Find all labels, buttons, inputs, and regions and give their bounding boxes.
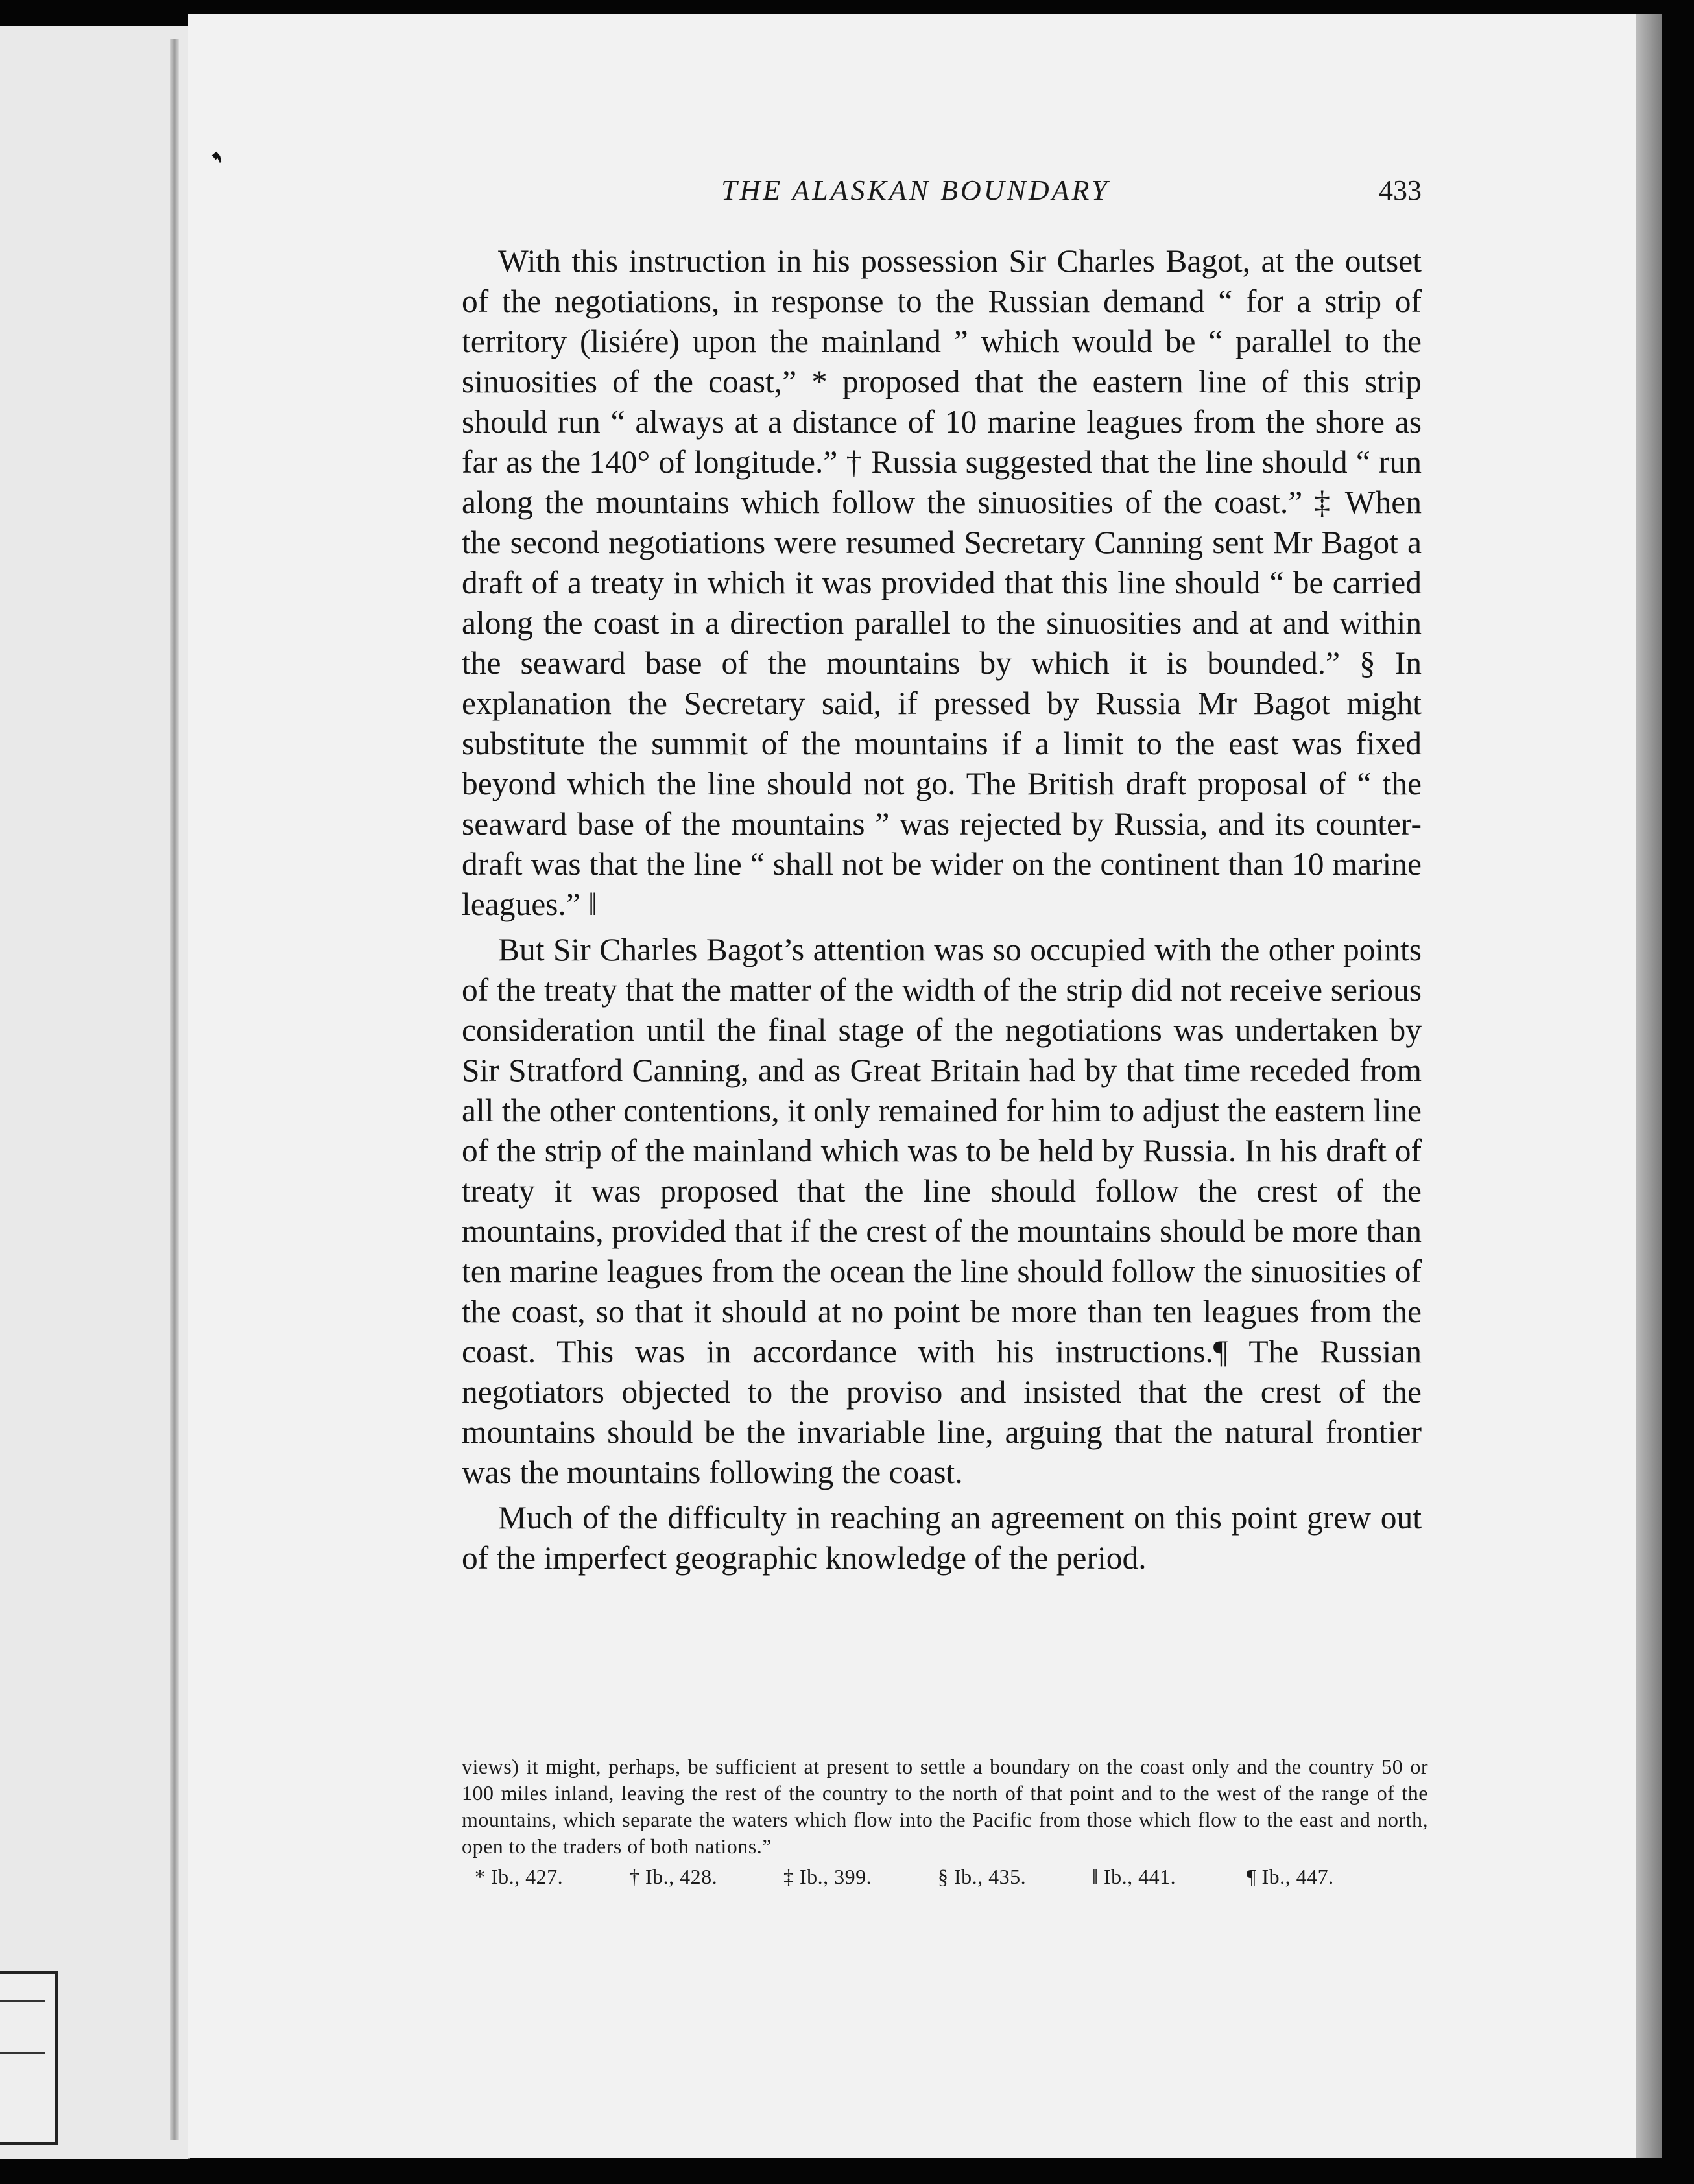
footnotes: [462, 1753, 1428, 1890]
running-title: THE ALASKAN BOUNDARY: [721, 174, 1110, 206]
page-tab-marker: [0, 1971, 58, 2145]
paragraph-3: Much of the difficulty in reaching an agreement on this point grew out of the imperfect geographic knowledge of the period.: [462, 1500, 1422, 1576]
footnote-continuation: views) it might, perhaps, be sufficient at present to settle a boundary on the coast only and the country 50 or 100 miles inland, leaving the rest of the country to the north of that point and to the west of the range of the mountains, which separate the waters which flow into the Pacific from those which flow to the east and north, open to the traders of both nations.”: [462, 1755, 1428, 1858]
footnote-ref: ¶ Ib., 447.: [1247, 1865, 1334, 1888]
page-header: [462, 174, 1422, 213]
paragraph-2: But Sir Charles Bagot’s attention was so occupied with the other points of the treaty that the matter of the width of the strip did not receive serious consideration until the final stage of the negotiations was undertaken by Sir Stratford Canning, and as Great Britain had by that time receded from all the other contentions, it only remained for him to adjust the eastern line of the strip of the mainland which was to be held by Russia. In his draft of treaty it was proposed that the line should follow the crest of the mountains, provided that if the crest of the mountains should be more than ten marine leagues from the ocean the line should follow the sinuosities of the coast, so that it should at no point be more than ten leagues from the coast. This was in accordance with his instructions.¶ The Russian negotiators objected to the proviso and insisted that the crest of the mountains should be the invariable line, arguing that the natural frontier was the mountains following the coast.: [462, 932, 1422, 1490]
footnote-ref: ‖ Ib., 441.: [1092, 1865, 1176, 1888]
footnote-references: [462, 1864, 1428, 1890]
footnote-ref: ‡ Ib., 399.: [783, 1865, 872, 1888]
footnote-ref: § Ib., 435.: [938, 1865, 1027, 1888]
ink-speck: ❜: [206, 145, 239, 180]
facing-page-edge: [0, 26, 190, 2159]
body-text: [462, 241, 1422, 1584]
page-number: 433: [1379, 174, 1422, 206]
paragraph-1: With this instruction in his possession Sir Charles Bagot, at the outset of the negotiations, in response to the Russian demand “ for a strip of territory (lisiére) upon the mainland ” which would be “ parallel to the sinuosities of the coast,” * proposed that the eastern line of this strip should run “ always at a distance of 10 marine leagues from the shore as far as the 140° of longitude.” † Russia suggested that the line should “ run along the mountains which follow the sinuosities of the coast.” ‡ When the second negotiations were resumed Secretary Canning sent Mr Bagot a draft of a treaty in which it was provided that this line should “ be carried along the coast in a direction parallel to the sinuosities and at and within the seaward base of the mountains by which it is bounded.” § In explanation the Secretary said, if pressed by Russia Mr Bagot might substitute the summit of the mountains if a limit to the east was fixed beyond which the line should not go. The British draft proposal of “ the seaward base of the mountains ” was rejected by Russia, and its counter-draft was that the line “ shall not be wider on the continent than 10 marine leagues.” ‖: [462, 243, 1422, 922]
binding-gutter: [170, 39, 179, 2140]
page-shadow-edge: [1636, 14, 1662, 2158]
footnote-ref: * Ib., 427.: [475, 1865, 564, 1888]
footnote-ref: † Ib., 428.: [629, 1865, 718, 1888]
